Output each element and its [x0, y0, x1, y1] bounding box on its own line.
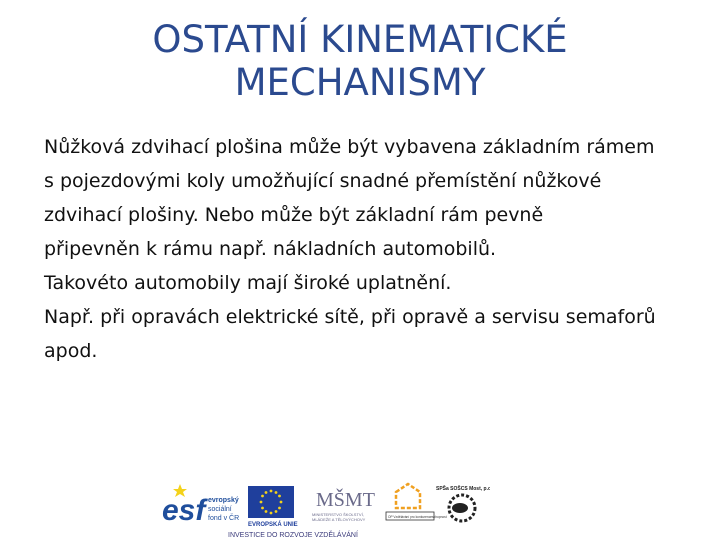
msmt-sub-line-1: MINISTERSTVO ŠKOLSTVÍ, — [312, 512, 364, 517]
body-line-7: apod. — [44, 340, 98, 362]
body-line-3: zdvihací plošiny. Nebo může být základní rám pevně — [44, 204, 544, 226]
eu-label: EVROPSKÁ UNIE — [248, 522, 298, 528]
body-line-2: s pojezdovými koly umožňující snadné přemístění nůžkové — [44, 170, 602, 192]
op-sub-text: OP Vzdělávání pro konkurenceschopnost — [388, 515, 447, 519]
eu-flag-logo — [248, 486, 298, 528]
body-line-6: Např. při opravách elektrické sítě, při opravě a servisu semaforů — [44, 306, 656, 328]
footer-logos — [160, 480, 490, 540]
school-label: SPŠa SOŠCS Most, p.o. — [436, 486, 490, 492]
title-line-1: OSTATNÍ KINEMATICKÉ — [152, 18, 568, 61]
footer-investice-text: INVESTICE DO ROZVOJE VZDĚLÁVÁNÍ — [228, 532, 358, 539]
slide-body — [44, 130, 684, 368]
msmt-logo-text: MŠMT — [316, 489, 375, 511]
esf-logo — [162, 484, 239, 527]
msmt-sub-line-2: MLÁDEŽE A TĚLOVÝCHOVY — [312, 517, 366, 522]
body-line-5: Takovéto automobily mají široké uplatnění. — [44, 272, 452, 294]
footer-logos-svg — [160, 480, 490, 540]
msmt-logo — [312, 487, 375, 522]
body-line-4: připevněn k rámu např. nákladních automobilů. — [44, 238, 497, 260]
esf-logo-text: esf — [162, 494, 206, 527]
slide-title — [60, 18, 660, 104]
title-line-2: MECHANISMY — [234, 61, 486, 104]
school-car-icon — [452, 503, 468, 513]
esf-sub-line-2: sociální — [208, 506, 232, 513]
esf-sub-line-3: fond v ČR — [208, 515, 240, 522]
op-house-icon — [396, 484, 420, 508]
esf-sub-line-1: evropský — [208, 497, 239, 504]
body-line-1: Nůžková zdvihací plošina může být vybavena základním rámem — [44, 136, 655, 158]
